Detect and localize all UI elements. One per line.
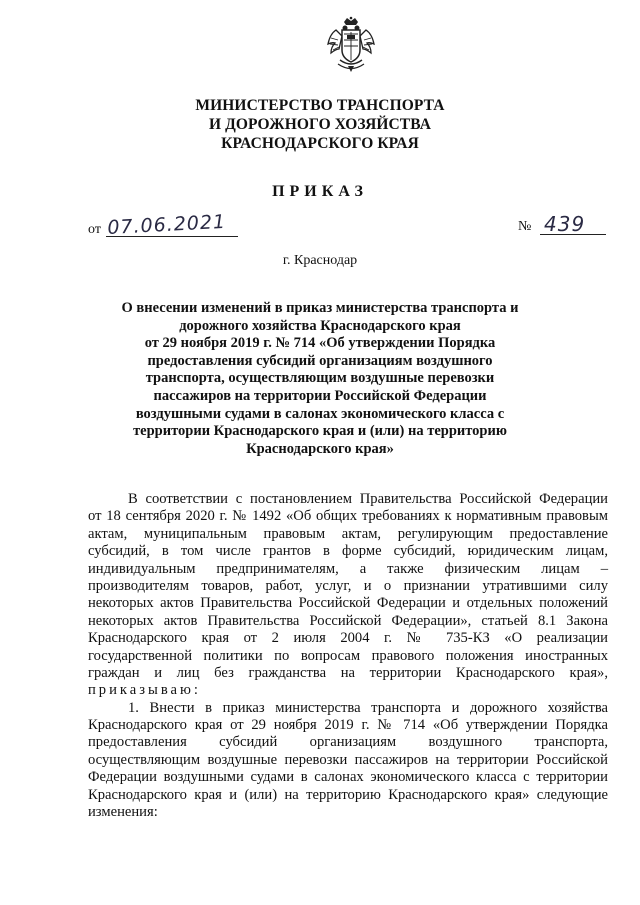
subject-line: дорожного хозяйства Краснодарского края <box>179 317 461 334</box>
subject-line: территории Краснодарского края и (или) на территорию <box>133 423 507 440</box>
subject-line: от 29 ноября 2019 г. № 714 «Об утверждении Порядка <box>144 335 496 352</box>
body-line: Краснодарского края от 29 ноября 2019 г. № 714 «Об утверждении Порядка <box>88 717 608 734</box>
order-date <box>88 210 238 241</box>
subject-line: воздушными судами в салонах экономического класса с <box>135 405 505 422</box>
body-line: осуществляющим воздушные перевозки пассажиров на территории Российской <box>88 751 608 768</box>
body-line: государственной политики по вопросам правового положения иностранных <box>88 647 608 664</box>
order-body <box>88 491 608 821</box>
document-type: ПРИКАЗ <box>272 183 368 200</box>
body-line: Федерации воздушными судами в салонах экономического класса с территории <box>88 769 608 786</box>
body-line: граждан и лиц без гражданства на территории Краснодарского края», <box>88 664 608 681</box>
order-number <box>518 213 606 239</box>
number-prefix: № <box>518 219 532 234</box>
body-line: предоставления субсидий организациям воздушного транспорта, <box>88 734 608 751</box>
coat-of-arms-icon <box>326 16 376 74</box>
body-line: субсидий, в том числе грантов в форме субсидий, юридическим лицам, <box>88 543 608 560</box>
ministry-name <box>150 96 490 153</box>
order-word: приказываю: <box>88 682 201 699</box>
body-line: актам, муниципальным правовым актам, регулирующим предоставление <box>88 525 608 542</box>
subject-line: О внесении изменений в приказ министерства транспорта и <box>121 300 519 316</box>
number-value: 439 <box>544 212 586 236</box>
body-line: от 18 сентября 2020 г. № 1492 «Об общих требованиях к нормативным правовым <box>88 508 608 525</box>
date-prefix: от <box>88 222 101 237</box>
ministry-line-3: КРАСНОДАРСКОГО КРАЯ <box>221 135 419 152</box>
subject-line: транспорта, осуществляющим воздушные перевозки <box>145 370 495 387</box>
body-line: Краснодарского края от 2 июля 2004 г. № 735-КЗ «О реализации <box>88 630 608 647</box>
body-line: производителям товаров, работ, услуг, и о признании утратившими силу <box>88 577 608 594</box>
city: г. Краснодар <box>282 253 358 268</box>
date-value: 07.06.2021 <box>106 210 227 239</box>
body-line: 1. Внести в приказ министерства транспорта и дорожного хозяйства <box>128 699 608 716</box>
body-line: некоторых актов Правительства Российской Федерации и отдельных положений <box>88 595 608 612</box>
subject-line: Краснодарского края» <box>246 440 394 457</box>
body-line: изменения: <box>88 804 158 821</box>
subject-line: пассажиров на территории Российской Федерации <box>153 387 487 404</box>
ministry-line-1: МИНИСТЕРСТВО ТРАНСПОРТА <box>195 97 445 114</box>
subject-line: предоставления субсидий организациям воздушного <box>147 352 493 369</box>
body-line: некоторых актов Правительства Российской Федерации», статьей 8.1 Закона <box>88 612 608 629</box>
order-subject <box>100 300 540 458</box>
body-line: Краснодарского края и (или) на территорию Краснодарского края» следующие <box>88 786 608 803</box>
body-line: индивидуальным предпринимателям, а также физическим лицам – <box>88 560 608 577</box>
body-line: В соответствии с постановлением Правительства Российской Федерации <box>128 491 608 507</box>
ministry-line-2: И ДОРОЖНОГО ХОЗЯЙСТВА <box>208 116 432 133</box>
